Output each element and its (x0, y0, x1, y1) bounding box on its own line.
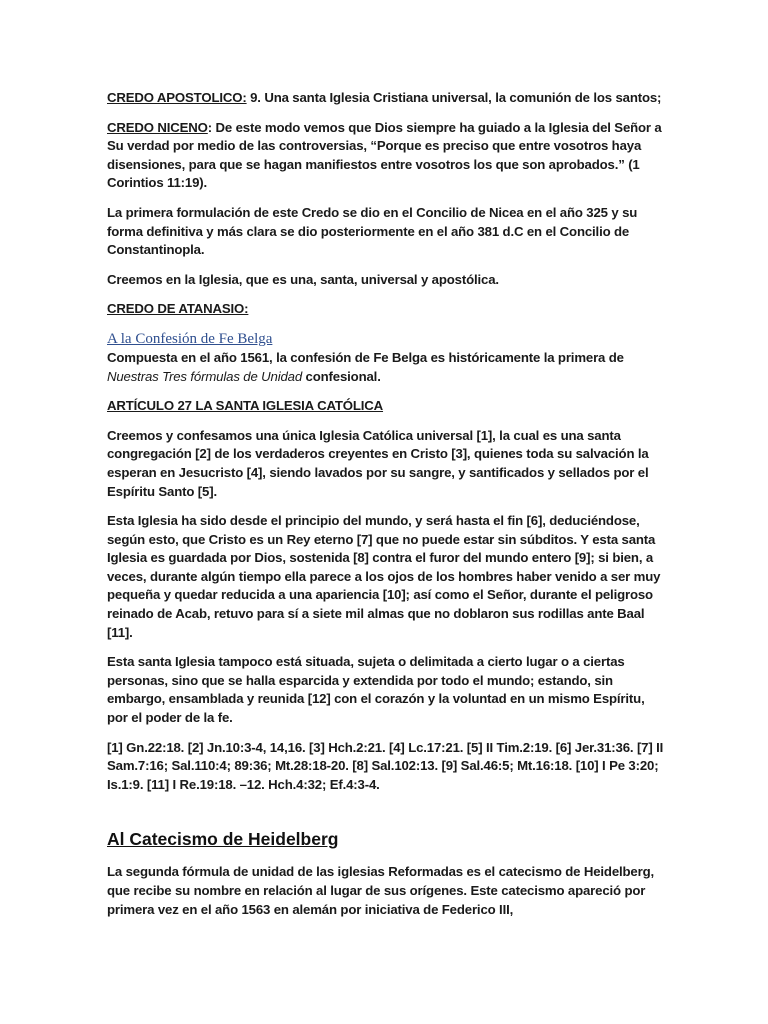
belga-confession-title: A la Confesión de Fe Belga (107, 330, 273, 347)
credo-niceno-text: : De este modo vemos que Dios siempre ha guiado a la Iglesia del Señor a Su verdad por medio de las controversias, “Porque es preciso que entre vosotros haya disensiones, para que se hagan manifiestos entre vosotros los que son aprobados.” (1 Corintios 11:19). (107, 119, 662, 191)
belga-paragraph (107, 349, 668, 386)
belga-text-before: Compuesta en el año 1561, la confesión de Fe Belga es históricamente la primera de (107, 349, 624, 365)
credo-apostolico-label: CREDO APOSTOLICO: (107, 90, 247, 105)
credo-niceno-label: CREDO NICENO (107, 119, 208, 135)
credo-apostolico-text: 9. Una santa Iglesia Cristiana universal, la comunión de los santos; (246, 90, 662, 105)
credo-apostolico-paragraph (107, 89, 668, 108)
articulo-paragraph-2: Esta Iglesia ha sido desde el principio del mundo, y será hasta el fin [6], deduciéndose, según esto, que Cristo es un Rey eterno [7] que no puede estar sin súbditos. Y esta santa Iglesia es guardada por Dios, sostenida [8] contra el furor del mundo entero [9]; si bien, a veces, durante algún tiempo ella parece a los ojos de los hombres haber venido a ser muy pequeña y quedar reducida a una apariencia [10]; así como el Señor, durante el peligroso reinado de Acab, retuvo para sí a siete mil almas que no doblaron sus rodillas ante Baal [11]. (107, 513, 661, 640)
belga-text-italic: Nuestras Tres fórmulas de Unidad (107, 368, 303, 384)
articulo-paragraph-3: Esta santa Iglesia tampoco está situada, sujeta o delimitada a cierto lugar o a ciertas personas, sino que se halla esparcida y extendida por todo el mundo; estando, sin embargo, ensamblada y reunida [12] con el corazón y la voluntad en un mismo Espíritu, por el poder de la fe. (107, 654, 645, 726)
articulo-27-heading: ARTÍCULO 27 LA SANTA IGLESIA CATÓLICA (107, 398, 384, 414)
creemos-paragraph: Creemos en la Iglesia, que es una, santa, universal y apostólica. (107, 271, 499, 287)
belga-text-after: confesional. (302, 368, 381, 384)
credo-atanasio-heading: CREDO DE ATANASIO: (107, 301, 249, 317)
heidelberg-title: Al Catecismo de Heidelberg (107, 829, 339, 850)
formulacion-paragraph: La primera formulación de este Credo se dio en el Concilio de Nicea en el año 325 y su forma definitiva y más clara se dio posteriormente en el año 381 d.C en el Concilio de Constantinopla. (107, 204, 638, 258)
credo-niceno-paragraph (107, 119, 668, 193)
articulo-paragraph-1: Creemos y confesamos una única Iglesia Católica universal [1], la cual es una santa congregación [2] de los verdaderos creyentes en Cristo [3], quienes toda su salvación la esperan en Jesucristo [4], siendo lavados por su sangre, y santificados y sellados por el Espíritu Santo [5]. (107, 427, 649, 499)
heidelberg-paragraph: La segunda fórmula de unidad de las iglesias Reformadas es el catecismo de Heidelberg, que recibe su nombre en relación al lugar de sus orígenes. Este catecismo apareció por primera vez en el año 1563 en alemán por iniciativa de Federico III, (107, 864, 655, 917)
references-paragraph: [1] Gn.22:18. [2] Jn.10:3-4, 14,16. [3] Hch.2:21. [4] Lc.17:21. [5] II Tim.2:19. [6] Jer.31:36. [7] II Sam.7:16; Sal.110:4; 89:36; Mt.28:18-20. [8] Sal.102:13. [9] Sal.46:5; Mt.16:18. [10] I Pe 3:20; Is.1:9. [11] I Re.19:18. –12. Hch.4:32; Ef.4:3-4. (107, 739, 664, 792)
